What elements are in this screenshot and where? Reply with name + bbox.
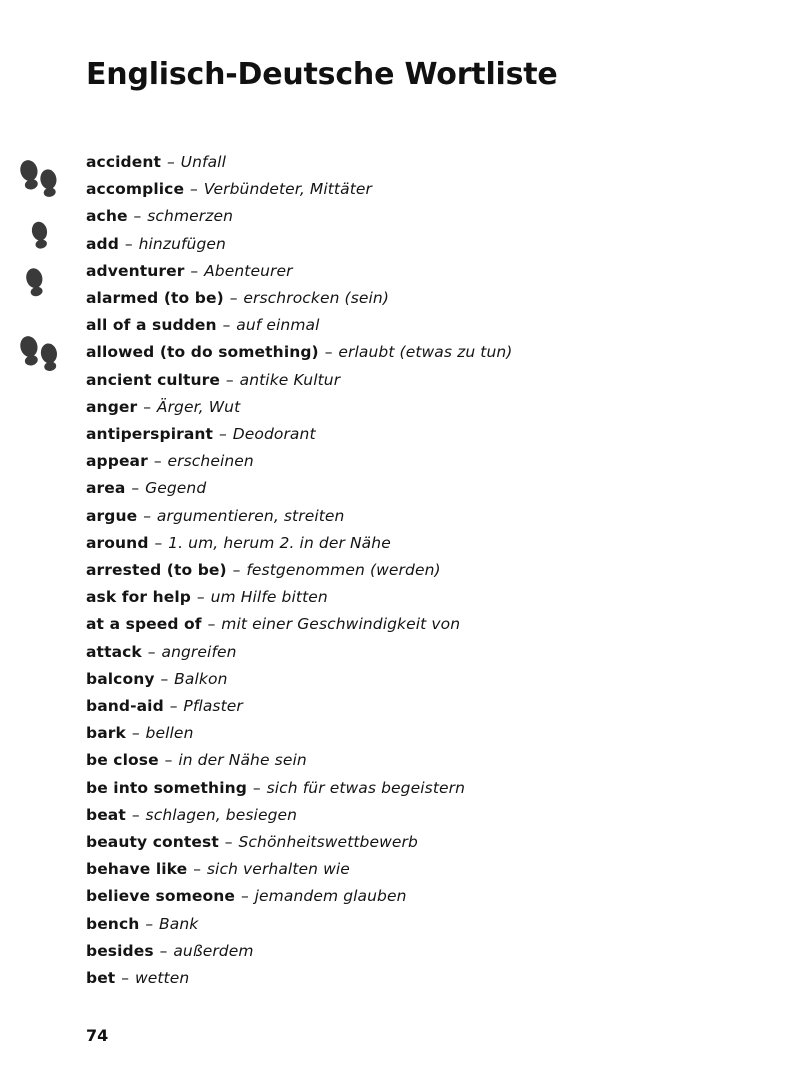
- entry-separator: –: [190, 180, 198, 199]
- entry-translation: sich verhalten wie: [206, 860, 350, 879]
- entry-term: balcony: [86, 669, 155, 688]
- vocabulary-entry: [86, 394, 746, 421]
- entry-translation: Schönheitswettbewerb: [238, 833, 418, 852]
- vocabulary-entry: [86, 203, 746, 230]
- vocabulary-entry: [86, 367, 746, 394]
- entry-translation: außerdem: [173, 941, 254, 960]
- entry-translation: mit einer Geschwindigkeit von: [221, 615, 461, 634]
- entry-separator: –: [166, 153, 175, 171]
- entry-term: accomplice: [86, 180, 185, 199]
- entry-term: antiperspirant: [86, 425, 214, 444]
- vocabulary-entry: [86, 693, 746, 720]
- entry-term: ask for help: [86, 588, 191, 607]
- entry-term: add: [86, 234, 119, 253]
- entry-term: attack: [86, 642, 142, 661]
- entry-separator: –: [222, 316, 231, 335]
- entry-separator: –: [147, 642, 156, 661]
- entry-separator: –: [124, 234, 133, 253]
- entry-separator: –: [232, 561, 241, 580]
- entry-separator: –: [153, 452, 162, 471]
- entry-translation: Gegend: [145, 479, 207, 498]
- entry-translation: antike Kultur: [239, 370, 341, 389]
- entry-translation: erscheinen: [167, 452, 254, 471]
- entry-term: around: [86, 533, 149, 552]
- entry-translation: auf einmal: [236, 316, 320, 335]
- vocabulary-entry: [86, 312, 746, 339]
- vocabulary-entry: [86, 149, 746, 176]
- entry-separator: –: [164, 751, 173, 770]
- entry-term: at a speed of: [86, 615, 202, 634]
- entry-separator: –: [143, 397, 151, 416]
- entry-term: area: [86, 479, 126, 498]
- vocabulary-entry: [86, 856, 746, 883]
- entry-translation: argumentieren, streiten: [156, 506, 345, 525]
- entry-separator: –: [229, 289, 238, 308]
- entry-separator: –: [190, 261, 199, 280]
- entry-term: believe someone: [86, 887, 235, 906]
- entry-term: bet: [86, 969, 116, 988]
- entry-separator: –: [160, 669, 169, 688]
- entry-term: adventurer: [86, 261, 185, 280]
- entry-translation: angreifen: [161, 642, 237, 661]
- entry-translation: 1. um, herum 2. in der Nähe: [168, 533, 391, 552]
- vocabulary-entry: [86, 802, 746, 829]
- entry-translation: Balkon: [174, 669, 228, 688]
- entry-term: behave like: [86, 860, 188, 879]
- entry-translation: erschrocken (sein): [243, 289, 389, 308]
- vocabulary-entry: [86, 883, 746, 910]
- entry-translation: in der Nähe sein: [178, 751, 307, 770]
- entry-translation: bellen: [145, 724, 194, 743]
- entry-term: band-aid: [86, 697, 164, 716]
- entry-separator: –: [131, 724, 140, 743]
- entry-separator: –: [145, 914, 154, 933]
- entry-separator: –: [154, 533, 163, 552]
- entry-separator: –: [143, 506, 151, 525]
- entry-term: ache: [86, 207, 128, 226]
- entry-separator: –: [121, 969, 130, 988]
- entry-translation: Ärger, Wut: [156, 397, 241, 416]
- entry-term: beat: [86, 805, 126, 824]
- entry-translation: Unfall: [180, 153, 226, 171]
- entry-translation: um Hilfe bitten: [210, 588, 328, 607]
- vocabulary-entry: [86, 611, 746, 638]
- vocabulary-entry: [86, 258, 746, 285]
- entry-separator: –: [159, 941, 168, 960]
- vocabulary-entry: [86, 421, 746, 448]
- entry-term: be into something: [86, 778, 247, 797]
- entry-separator: –: [196, 588, 205, 607]
- vocabulary-entry: [86, 775, 746, 802]
- entry-term: be close: [86, 751, 159, 770]
- vocabulary-entry: [86, 747, 746, 774]
- entry-term: alarmed (to be): [86, 289, 224, 308]
- vocabulary-entry: [86, 720, 746, 747]
- vocabulary-entry: [86, 503, 746, 530]
- vocabulary-entry: [86, 530, 746, 557]
- entry-separator: –: [219, 425, 227, 444]
- vocabulary-entry: [86, 938, 746, 965]
- entry-term: besides: [86, 941, 154, 960]
- entry-term: bark: [86, 724, 126, 743]
- entry-translation: wetten: [134, 969, 190, 988]
- entry-term: allowed (to do something): [86, 343, 319, 362]
- entry-term: ancient culture: [86, 370, 220, 389]
- entry-term: all of a sudden: [86, 316, 217, 335]
- vocabulary-list: [86, 149, 746, 992]
- entry-translation: Bank: [159, 914, 199, 933]
- vocabulary-entry: [86, 639, 746, 666]
- vocabulary-entry: [86, 584, 746, 611]
- entry-separator: –: [131, 479, 140, 498]
- entry-separator: –: [131, 805, 140, 824]
- entry-translation: Verbündeter, Mittäter: [203, 180, 372, 199]
- entry-term: arrested (to be): [86, 561, 227, 580]
- entry-translation: schlagen, besiegen: [145, 805, 298, 824]
- page-title: Englisch-Deutsche Wortliste: [86, 57, 558, 92]
- entry-separator: –: [324, 343, 333, 362]
- vocabulary-entry: [86, 475, 746, 502]
- vocabulary-entry: [86, 911, 746, 938]
- footprints-icon: [14, 160, 76, 390]
- entry-separator: –: [252, 778, 261, 797]
- entry-separator: –: [193, 860, 201, 879]
- entry-term: anger: [86, 397, 138, 416]
- entry-translation: erlaubt (etwas zu tun): [338, 343, 513, 362]
- entry-term: bench: [86, 914, 140, 933]
- vocabulary-entry: [86, 666, 746, 693]
- entry-translation: festgenommen (werden): [246, 561, 441, 580]
- vocabulary-entry: [86, 829, 746, 856]
- entry-separator: –: [224, 833, 233, 852]
- entry-translation: Abenteurer: [204, 261, 293, 280]
- entry-term: appear: [86, 452, 148, 471]
- entry-term: argue: [86, 506, 138, 525]
- vocabulary-entry: [86, 339, 746, 366]
- vocabulary-entry: [86, 285, 746, 312]
- entry-translation: Pflaster: [183, 697, 243, 716]
- entry-separator: –: [169, 697, 178, 716]
- vocabulary-entry: [86, 965, 746, 992]
- entry-separator: –: [240, 887, 249, 906]
- entry-translation: sich für etwas begeistern: [266, 778, 466, 797]
- entry-separator: –: [225, 370, 234, 389]
- vocabulary-entry: [86, 231, 746, 258]
- entry-term: accident: [86, 153, 162, 171]
- entry-term: beauty contest: [86, 833, 219, 852]
- vocabulary-entry: [86, 176, 746, 203]
- entry-separator: –: [207, 615, 216, 634]
- page-number: 74: [86, 1026, 109, 1045]
- entry-separator: –: [133, 207, 142, 226]
- entry-translation: Deodorant: [232, 425, 316, 444]
- entry-translation: schmerzen: [147, 207, 234, 226]
- entry-translation: hinzufügen: [138, 234, 226, 253]
- vocabulary-entry: [86, 557, 746, 584]
- entry-translation: jemandem glauben: [254, 887, 407, 906]
- vocabulary-entry: [86, 448, 746, 475]
